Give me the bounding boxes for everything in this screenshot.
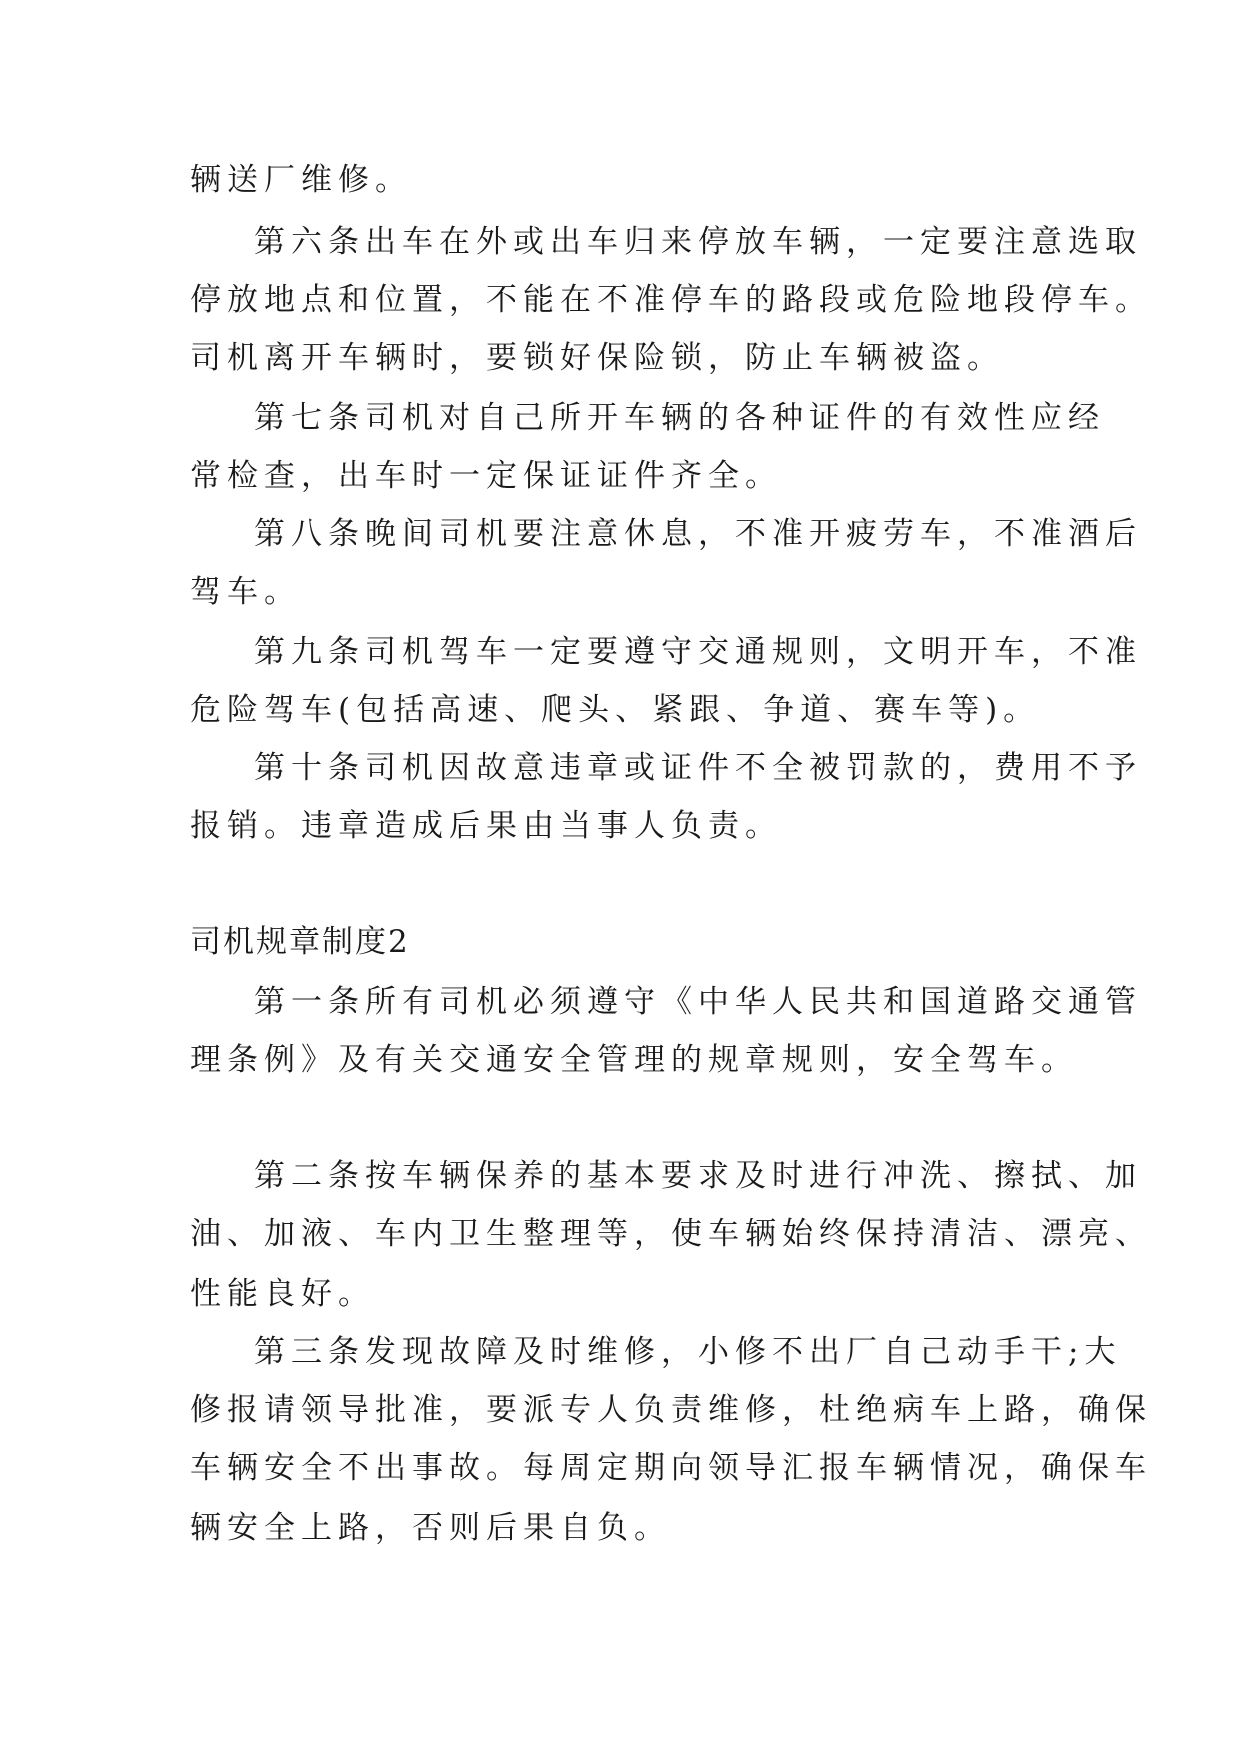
text-line: 车辆安全不出事故。每周定期向领导汇报车辆情况，确保车 [190,1450,1152,1486]
article-one-line: 第一条所有司机必须遵守《中华人民共和国道路交通管 [254,984,1142,1020]
text-line: 修报请领导批准，要派专人负责维修，杜绝病车上路，确保 [190,1392,1152,1428]
article-eight-line: 第八条晚间司机要注意休息，不准开疲劳车，不准酒后 [254,516,1142,552]
article-seven-line: 第七条司机对自己所开车辆的各种证件的有效性应经 [254,400,1105,436]
text-line: 油、加液、车内卫生整理等，使车辆始终保持清洁、漂亮、 [190,1216,1152,1252]
text-line: 危险驾车(包括高速、爬头、紧跟、争道、赛车等)。 [190,692,1041,728]
text-line: 驾车。 [190,574,301,610]
text-line: 常检查，出车时一定保证证件齐全。 [190,458,782,494]
section-heading: 司机规章制度2 [190,924,410,960]
text-line: 辆安全上路，否则后果自负。 [190,1510,671,1546]
text-line: 司机离开车辆时，要锁好保险锁，防止车辆被盗。 [190,340,1004,376]
text-line: 报销。违章造成后果由当事人负责。 [190,808,782,844]
article-ten-line: 第十条司机因故意违章或证件不全被罚款的，费用不予 [254,750,1142,786]
article-three-line: 第三条发现故障及时维修，小修不出厂自己动手干;大 [254,1334,1122,1370]
article-nine-line: 第九条司机驾车一定要遵守交通规则，文明开车，不准 [254,634,1142,670]
article-two-line: 第二条按车辆保养的基本要求及时进行冲洗、擦拭、加 [254,1158,1142,1194]
text-line: 辆送厂维修。 [190,162,412,198]
text-line: 理条例》及有关交通安全管理的规章规则，安全驾车。 [190,1042,1078,1078]
article-six-line: 第六条出车在外或出车归来停放车辆，一定要注意选取 [254,224,1142,260]
text-line: 停放地点和位置，不能在不准停车的路段或危险地段停车。 [190,282,1152,318]
text-line: 性能良好。 [190,1276,375,1312]
